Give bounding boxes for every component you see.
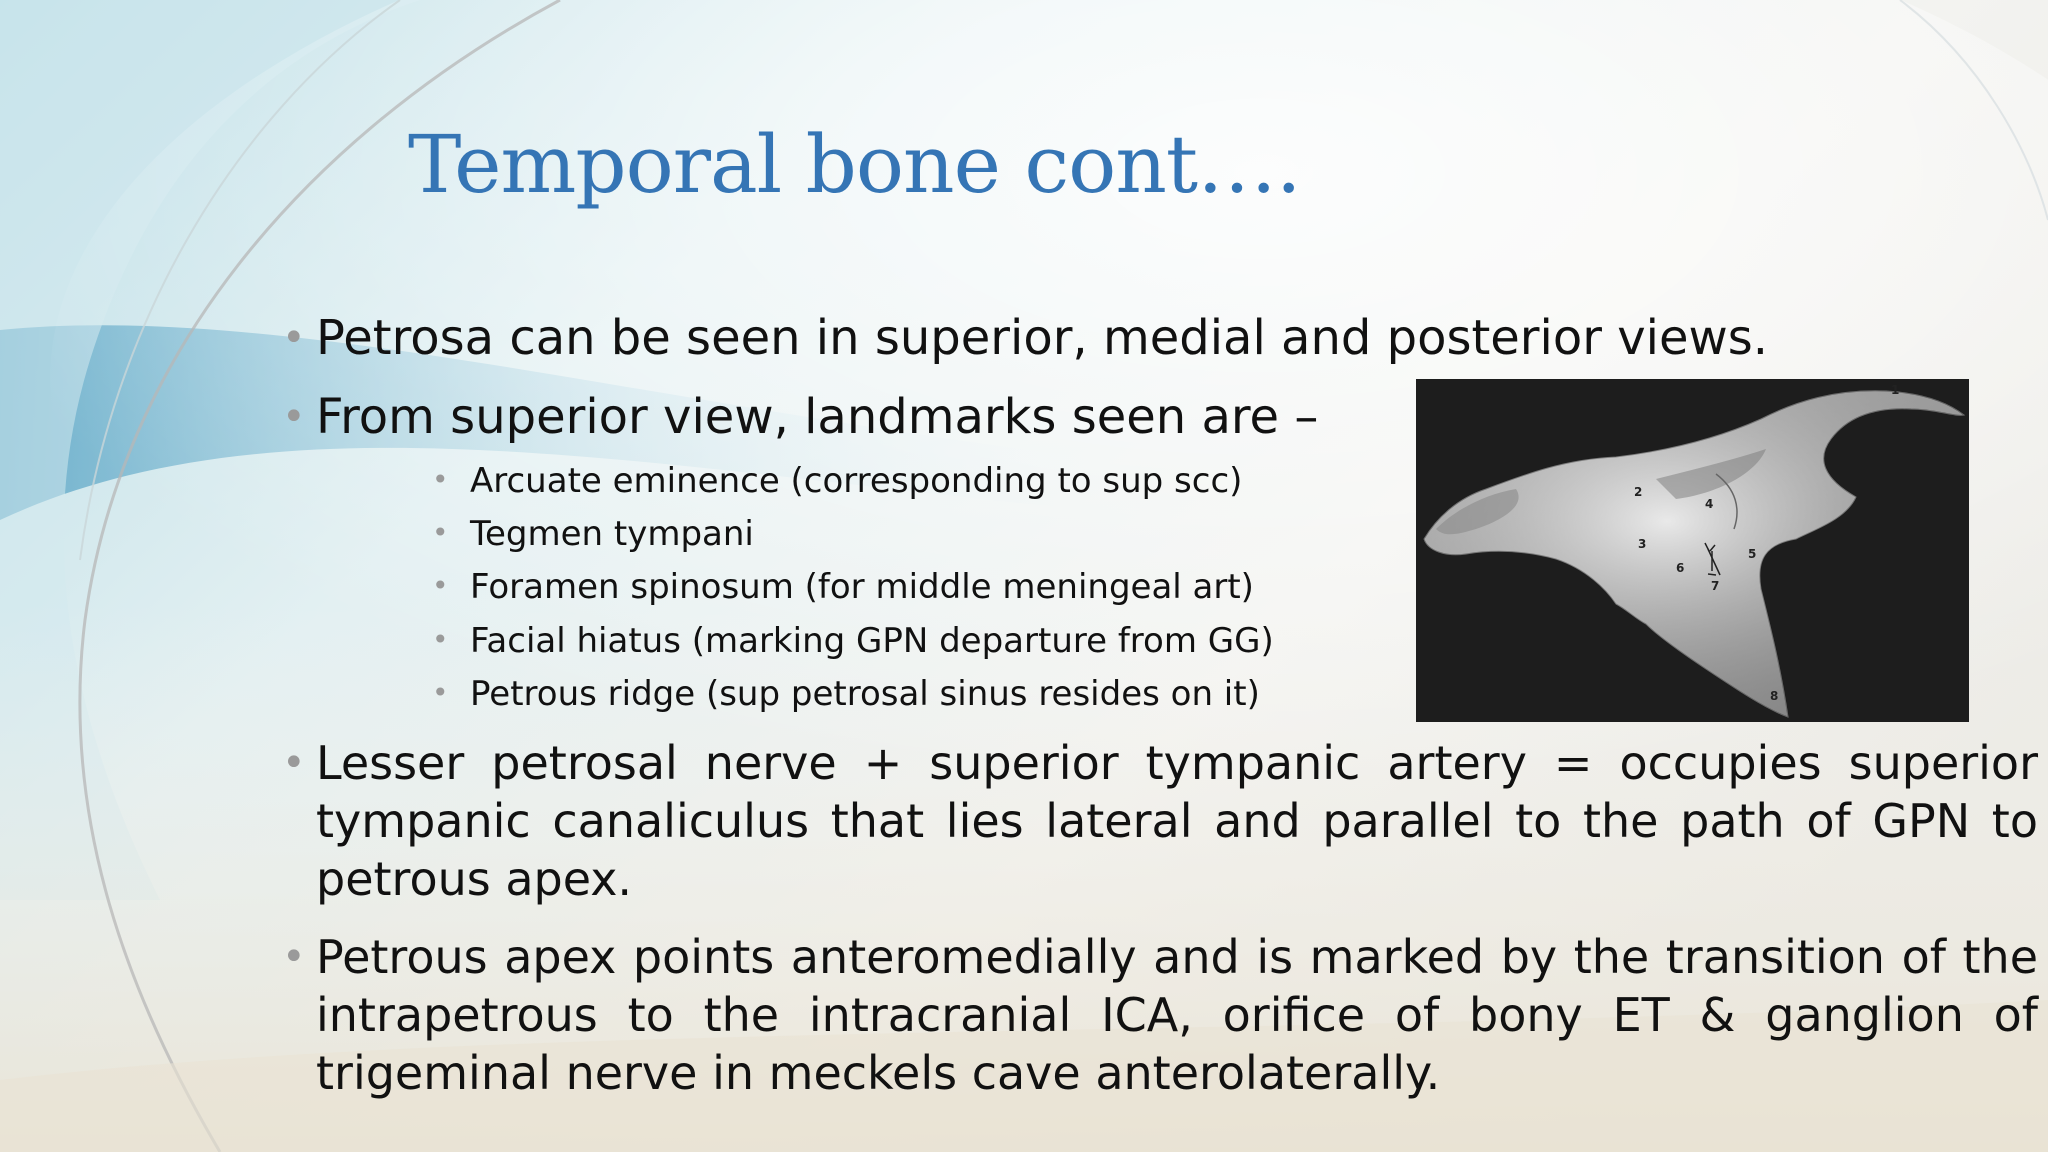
figure-label: 5 bbox=[1748, 547, 1757, 561]
bullet-marker: • bbox=[282, 934, 306, 980]
slide-title: Temporal bone cont…. bbox=[408, 118, 1301, 211]
bullet-text: Petrous apex points anteromedially and is marked by the transition of the intrapetrous to the intracranial ICA, orifice of bony ET & ganglion of trigeminal nerve in meckels cave anterolaterally. bbox=[316, 930, 2038, 1100]
sub-bullet-text: Foramen spinosum (for middle meningeal art) bbox=[470, 567, 1254, 607]
figure-label: 6 bbox=[1676, 561, 1685, 575]
sub-bullet-item bbox=[432, 514, 754, 554]
sub-bullet-marker: • bbox=[432, 516, 449, 549]
sub-bullet-item bbox=[432, 567, 1254, 607]
figure-label: 8 bbox=[1770, 689, 1779, 703]
sub-bullet-item bbox=[432, 674, 1260, 714]
bullet-item bbox=[282, 928, 2038, 1102]
sub-bullet-marker: • bbox=[432, 569, 449, 602]
sub-bullet-text: Arcuate eminence (corresponding to sup scc) bbox=[470, 461, 1243, 501]
sub-bullet-marker: • bbox=[432, 623, 449, 656]
bullet-item bbox=[282, 734, 2038, 908]
sub-bullet-text: Facial hiatus (marking GPN departure from GG) bbox=[470, 621, 1274, 661]
bullet-text: Petrosa can be seen in superior, medial and posterior views. bbox=[316, 310, 1769, 366]
figure-label: 3 bbox=[1638, 537, 1647, 551]
sub-bullet-item bbox=[432, 461, 1242, 501]
figure-label: 1 bbox=[1891, 383, 1900, 397]
sub-bullet-marker: • bbox=[432, 463, 449, 496]
bullet-text: From superior view, landmarks seen are – bbox=[316, 389, 1319, 445]
figure-label: 7 bbox=[1711, 579, 1720, 593]
temporal-bone-figure bbox=[1416, 379, 1969, 722]
bullet-text: Lesser petrosal nerve + superior tympanic artery = occupies superior tympanic canaliculus that lies lateral and parallel to the path of GPN to petrous apex. bbox=[316, 736, 2038, 906]
bullet-marker: • bbox=[282, 394, 306, 440]
bullet-marker: • bbox=[282, 740, 306, 786]
sub-bullet-item bbox=[432, 621, 1274, 661]
bullet-item bbox=[282, 309, 2002, 367]
figure-label: 2 bbox=[1634, 485, 1643, 499]
temporal-bone-image bbox=[1416, 379, 1969, 722]
bullet-marker: • bbox=[282, 315, 306, 361]
sub-bullet-marker: • bbox=[432, 676, 449, 709]
figure-label: 4 bbox=[1705, 497, 1714, 511]
sub-bullet-text: Tegmen tympani bbox=[470, 514, 754, 554]
bullet-item bbox=[282, 388, 1382, 446]
sub-bullet-text: Petrous ridge (sup petrosal sinus resides on it) bbox=[470, 674, 1260, 714]
